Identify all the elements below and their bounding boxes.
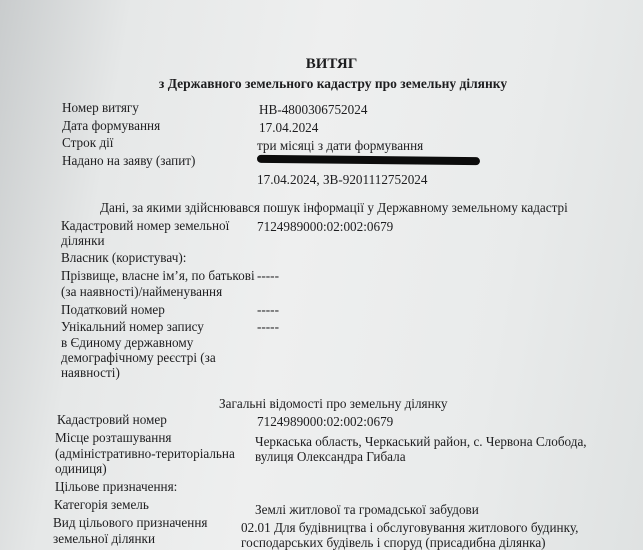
land-category-value: Землі житлової та громадської забудови [255, 502, 479, 517]
general-cadastral-value: 7124989000:02:002:0679 [257, 414, 394, 429]
unique-record-value: ----- [257, 319, 279, 334]
tax-number-value: ----- [257, 302, 279, 317]
request-value: 17.04.2024, ЗВ-9201112752024 [257, 172, 428, 187]
formation-date-label: Дата формування [62, 118, 161, 133]
purpose-kind-label-2: земельної ділянки [53, 531, 156, 546]
unique-record-label-1: Унікальний номер запису [61, 319, 204, 334]
owner-name-label-2: (за наявності)/найменування [61, 284, 223, 299]
unique-record-label-2: в Єдиному державному [61, 335, 194, 350]
request-label: Надано на заяву (запит) [62, 153, 196, 168]
document-title: ВИТЯГ [305, 56, 358, 72]
search-cadastral-label-1: Кадастровий номер земельної [61, 218, 230, 233]
owner-name-value: ----- [257, 268, 279, 283]
search-cadastral-value: 7124989000:02:002:0679 [257, 219, 394, 234]
purpose-kind-value-1: 02.01 Для будівництва і обслуговування житлового будинку, [241, 520, 579, 535]
general-cadastral-label: Кадастровий номер [57, 412, 167, 427]
location-value-1: Черкаська область, Черкаський район, с. Червона Слобода, [255, 434, 587, 449]
location-label-1: Місце розташування [55, 430, 172, 445]
general-section-heading: Загальні відомості про земельну ділянку [219, 396, 448, 411]
extract-number-label: Номер витягу [62, 100, 139, 115]
validity-value: три місяці з дати формування [257, 138, 424, 153]
unique-record-label-3: демографічному реєстрі (за [61, 350, 216, 365]
unique-record-label-4: наявності) [61, 365, 120, 380]
validity-label: Строк дії [62, 135, 114, 150]
tax-number-label: Податковий номер [61, 302, 165, 317]
search-cadastral-label-2: ділянки [61, 233, 105, 248]
purpose-kind-label-1: Вид цільового призначення [53, 515, 208, 530]
land-category-label: Категорія земель [54, 497, 149, 512]
redaction-mark [257, 155, 480, 165]
formation-date-value: 17.04.2024 [259, 120, 319, 135]
location-label-3: одиниця) [55, 461, 107, 476]
purpose-kind-value-2: господарських будівель і споруд (присадибна ділянка) [241, 535, 546, 550]
purpose-label: Цільове призначення: [55, 479, 178, 494]
location-label-2: (адміністративно-територіальна [55, 446, 235, 461]
location-value-2: вулиця Олександра Гибала [255, 449, 406, 464]
document-subtitle: з Державного земельного кадастру про земельну ділянку [158, 76, 508, 91]
owner-name-label-1: Прізвище, власне ім’я, по батькові [61, 268, 255, 283]
owner-label: Власник (користувач): [61, 250, 187, 265]
search-section-heading: Дані, за якими здійснювався пошук інформації у Державному земельному кадастрі [100, 200, 568, 215]
extract-number-value: НВ-4800306752024 [259, 102, 368, 117]
